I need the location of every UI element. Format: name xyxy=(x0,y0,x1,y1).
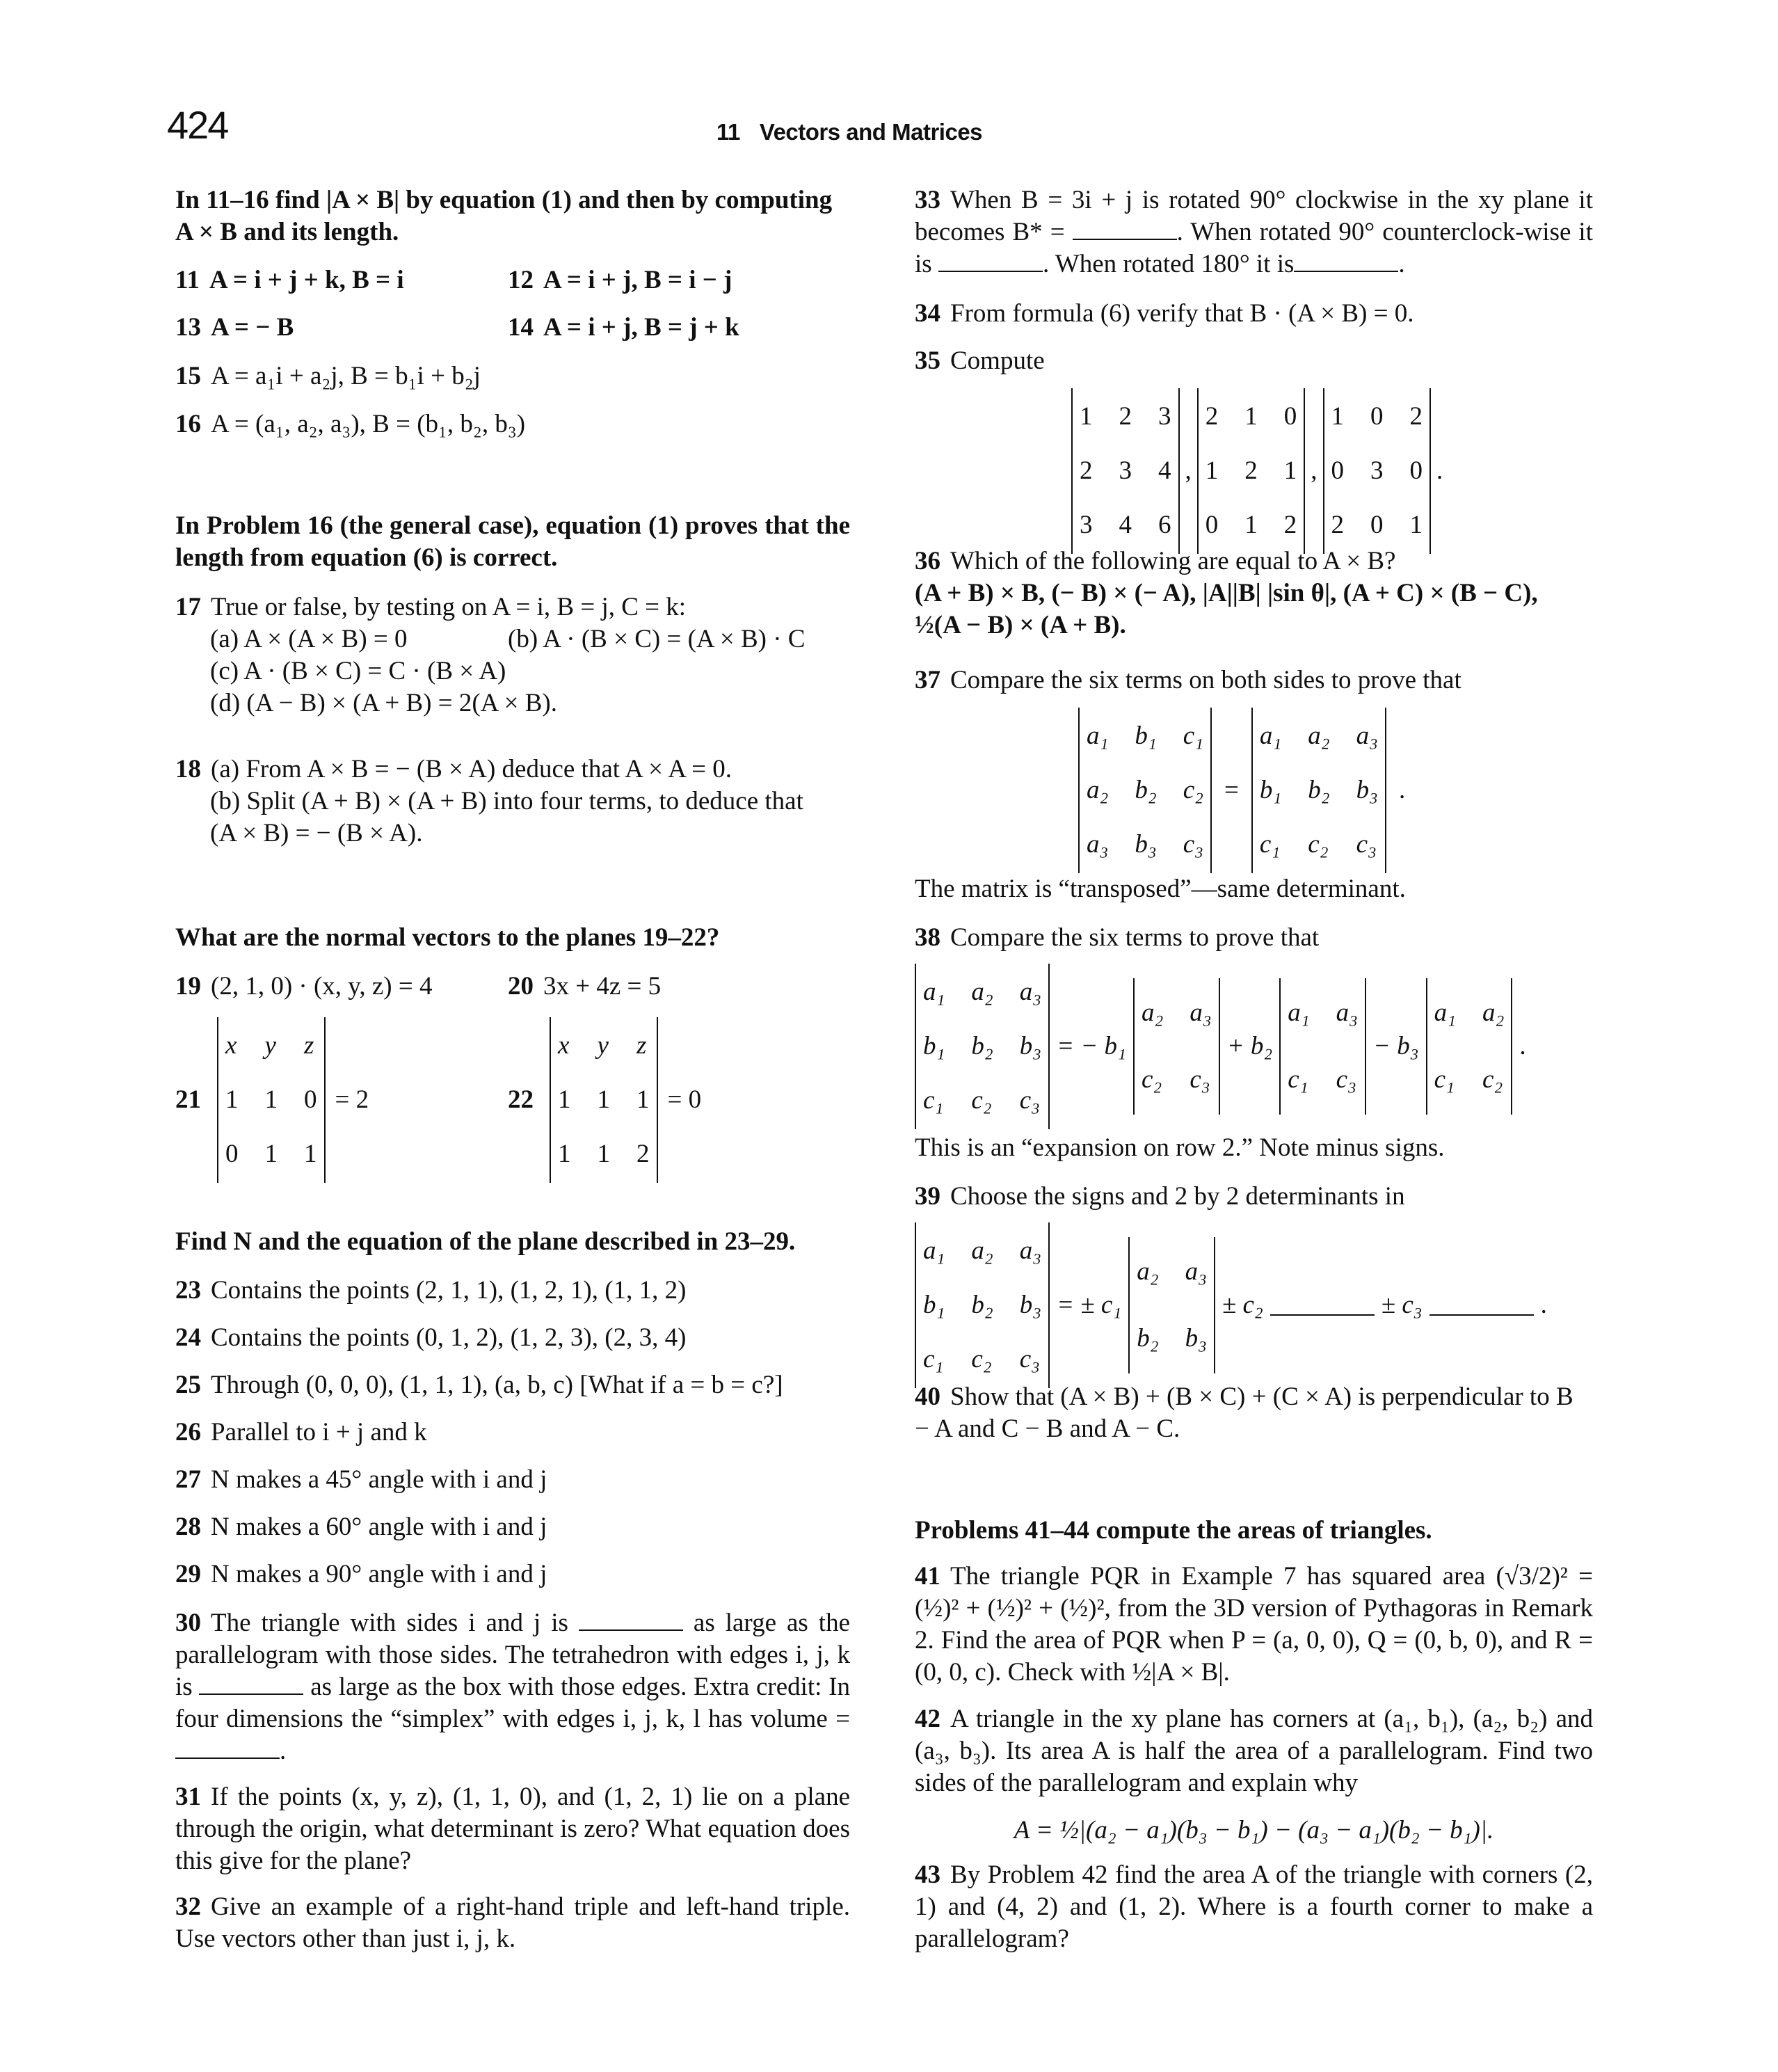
problem-17d: (d) (A − B) × (A + B) = 2(A × B). xyxy=(210,689,557,717)
answer-blank[interactable] xyxy=(175,1738,280,1759)
problem-41: 41 The triangle PQR in Example 7 has squared area (√3/2)² = (½)² + (½)² + (½)², from the 3D version of Pythagoras in Remark 2. Find the area of PQR when P = (a, 0, 0), Q = (0, b, 0), and R = (0, 0, c). Check with ½|A × B|. xyxy=(915,1562,1593,1687)
determinant-38-lhs: a₁ a₂ a₃ b₁ b₂ b₃ c₁ c₂ c₃ xyxy=(915,964,1050,1129)
heading-23-29: Find N and the equation of the plane described in 23–29. xyxy=(175,1227,796,1256)
minor-39-1: a₂ a₃ b₂ b₃ xyxy=(1128,1237,1215,1373)
note-problem-16: In Problem 16 (the general case), equation (1) proves that the length from equation (6) is correct. xyxy=(175,511,850,572)
problem-19: (2, 1, 0) · (x, y, z) = 4 xyxy=(211,972,433,1001)
problem-17a: (a) A × (A × B) = 0 xyxy=(210,625,408,653)
heading-19-22: What are the normal vectors to the planes 19–22? xyxy=(175,923,720,952)
determinant-37-lhs: a₁ b₁ c₁ a₂ b₂ c₂ a₃ b₃ c₃ xyxy=(1078,708,1212,873)
problem-20: 3x + 4z = 5 xyxy=(543,972,662,1001)
heading-41-44: Problems 41–44 compute the areas of triangles. xyxy=(915,1516,1432,1545)
problem-31: 31 If the points (x, y, z), (1, 1, 0), and (1, 2, 1) lie on a plane through the origin, what determinant is zero? What equation does this give for the plane? xyxy=(175,1783,850,1875)
problem-27: 27 N makes a 45° angle with i and j xyxy=(175,1465,547,1494)
determinant-35-1: 1 2 3 2 3 4 3 4 6 xyxy=(1071,388,1180,554)
problem-16: 16 A = (a₁, a₂, a₃), B = (b₁, b₂, b₃) xyxy=(175,410,526,438)
problem-35: 35 Compute 1 2 3 2 3 4 3 4 6 , 2 1 0 1 2 1 0 1 2 , 1 0 2 0 3 0 2 0 1 . xyxy=(915,345,1593,377)
chapter-title: Vectors and Matrices xyxy=(759,119,983,145)
answer-blank[interactable] xyxy=(199,1674,303,1695)
problem-42: 42 A triangle in the xy plane has corners at (a₁, b₁), (a₂, b₂) and (a₃, b₃). Its area A is half the area of a parallelogram. Find two sides of the parallelogram and explain why A = ½|(a₂ − a₁)(b₃ − b₁) − (a₃ − a₁)(b₂ − b₁)|. xyxy=(915,1703,1593,1847)
problem-19-20-row: 19 (2, 1, 0) · (x, y, z) = 4 20 3x + 4z = 5 xyxy=(175,972,662,1001)
answer-blank[interactable] xyxy=(938,251,1043,272)
running-head xyxy=(716,116,982,148)
answer-blank[interactable] xyxy=(1073,219,1177,240)
problem-17: 17 True or false, by testing on A = i, B = j, C = k: (a) A × (A × B) = 0 (b) A · (B × C) = (A × B) · C (c) A · (B × C) = C · (B × A) (d) (A − B) × (A + B) = 2(A × B). xyxy=(175,591,850,719)
problem-34: 34 From formula (6) verify that B · (A × B) = 0. xyxy=(915,299,1414,328)
chapter-number: 11 xyxy=(716,119,740,145)
determinant-21: x y z 1 1 0 0 1 1 xyxy=(217,1017,326,1183)
answer-blank[interactable] xyxy=(1429,1295,1534,1316)
area-formula: A = ½|(a₂ − a₁)(b₃ − b₁) − (a₃ − a₁)(b₂ − b₁)|. xyxy=(1014,1816,1494,1844)
problem-25: 25 Through (0, 0, 0), (1, 1, 1), (a, b, c) [What if a = b = c?] xyxy=(175,1371,783,1399)
intro-11-16: In 11–16 find |A × B| by equation (1) and then by computing A × B and its length. xyxy=(175,186,833,246)
minor-38-2: a₁ a₃ c₁ c₃ xyxy=(1279,978,1366,1115)
minor-38-3: a₁ a₂ c₁ c₂ xyxy=(1426,978,1513,1115)
problem-37: 37 Compare the six terms on both sides to prove that a₁ b₁ c₁ a₂ b₂ c₂ a₃ b₃ c₃ = a₁ a₂ a₃ b₁ b₂ b₃ c₁ c₂ c₃ . The matrix is “transposed”—same determinant. xyxy=(915,664,1593,696)
problem-39: 39 Choose the signs and 2 by 2 determinants in a₁ a₂ a₃ b₁ b₂ b₃ c₁ c₂ c₃ = ± c₁ a₂ a₃ b₂ b₃ ± c₂ ± c₃ . xyxy=(915,1181,1593,1213)
problem-11-12-row: 11 A = i + j + k, B = i 12 A = i + j, B = i − j xyxy=(175,266,732,294)
problem-11: A = i + j + k, B = i xyxy=(209,266,404,294)
page-number: 424 xyxy=(167,103,228,147)
problem-38: 38 Compare the six terms to prove that a₁ a₂ a₃ b₁ b₂ b₃ c₁ c₂ c₃ = − b₁ a₂ a₃ c₂ c₃ + b₂ a₁ a₃ c₁ c₃ − b₃ a₁ a₂ c₁ c₂ . This is an “expansion on row 2.” Note minus signs. xyxy=(915,922,1593,954)
problem-13-14-row: 13 A = − B 14 A = i + j, B = j + k xyxy=(175,313,739,342)
problem-14: A = i + j, B = j + k xyxy=(543,313,739,342)
minor-38-1: a₂ a₃ c₂ c₃ xyxy=(1133,978,1220,1115)
determinant-39-lhs: a₁ a₂ a₃ b₁ b₂ b₃ c₁ c₂ c₃ xyxy=(915,1222,1050,1388)
problem-40: 40 Show that (A × B) + (B × C) + (C × A) is perpendicular to B − A and C − B and A − C. xyxy=(915,1382,1573,1443)
problem-13: A = − B xyxy=(211,313,294,342)
problem-43: 43 By Problem 42 find the area A of the triangle with corners (2, 1) and (4, 2) and (1, 2). Where is a fourth corner to make a parallelogram? xyxy=(915,1860,1593,1953)
determinant-37-rhs: a₁ a₂ a₃ b₁ b₂ b₃ c₁ c₂ c₃ xyxy=(1251,708,1386,873)
determinant-22: x y z 1 1 1 1 1 2 xyxy=(550,1017,658,1183)
problem-32: 32 Give an example of a right-hand triple and left-hand triple. Use vectors other than just i, j, k. xyxy=(175,1892,850,1953)
problem-26: 26 Parallel to i + j and k xyxy=(175,1418,427,1447)
problem-28: 28 N makes a 60° angle with i and j xyxy=(175,1513,547,1541)
answer-blank[interactable] xyxy=(1270,1295,1375,1316)
problem-18: 18 (a) From A × B = − (B × A) deduce that A × A = 0. (b) Split (A + B) × (A + B) into four terms, to deduce that (A × B) = − (B × A). xyxy=(175,755,803,847)
determinant-35-2: 2 1 0 1 2 1 0 1 2 xyxy=(1197,388,1306,554)
answer-blank[interactable] xyxy=(579,1610,683,1631)
answer-blank[interactable] xyxy=(1294,251,1398,272)
problem-29: 29 N makes a 90° angle with i and j xyxy=(175,1560,547,1588)
transposed-note: The matrix is “transposed”—same determinant. xyxy=(915,875,1406,903)
problem-15: 15 A = a₁i + a₂j, B = b₁i + b₂j xyxy=(175,362,481,390)
problem-23: 23 Contains the points (2, 1, 1), (1, 2, 1), (1, 1, 2) xyxy=(175,1276,687,1305)
problem-30: 30 The triangle with sides i and j is as large as the parallelogram with those sides. The tetrahedron with edges i, j, k is as large as the box with those edges. Extra credit: In four dimensions the “simplex” with edges i, j, k, l has volume = . xyxy=(175,1609,851,1765)
problem-17c: (c) A · (B × C) = C · (B × A) xyxy=(210,657,506,685)
problem-33: 33 When B = 3i + j is rotated 90° clockwise in the xy plane it becomes B* = . When rotated 90° counterclock-wise it is . When rotated 180° it is . xyxy=(915,186,1593,278)
problem-17b: (b) A · (B × C) = (A × B) · C xyxy=(508,625,806,653)
problem-24: 24 Contains the points (0, 1, 2), (1, 2, 3), (2, 3, 4) xyxy=(175,1323,687,1352)
determinant-35-3: 1 0 2 0 3 0 2 0 1 xyxy=(1323,388,1432,554)
problem-36: 36 Which of the following are equal to A × B? (A + B) × B, (− B) × (− A), |A||B| |sin θ|, (A + C) × (B − C), ½(A − B) × (A + B). xyxy=(915,547,1538,639)
problem-12: A = i + j, B = i − j xyxy=(543,266,732,294)
expansion-note: This is an “expansion on row 2.” Note minus signs. xyxy=(915,1133,1445,1162)
